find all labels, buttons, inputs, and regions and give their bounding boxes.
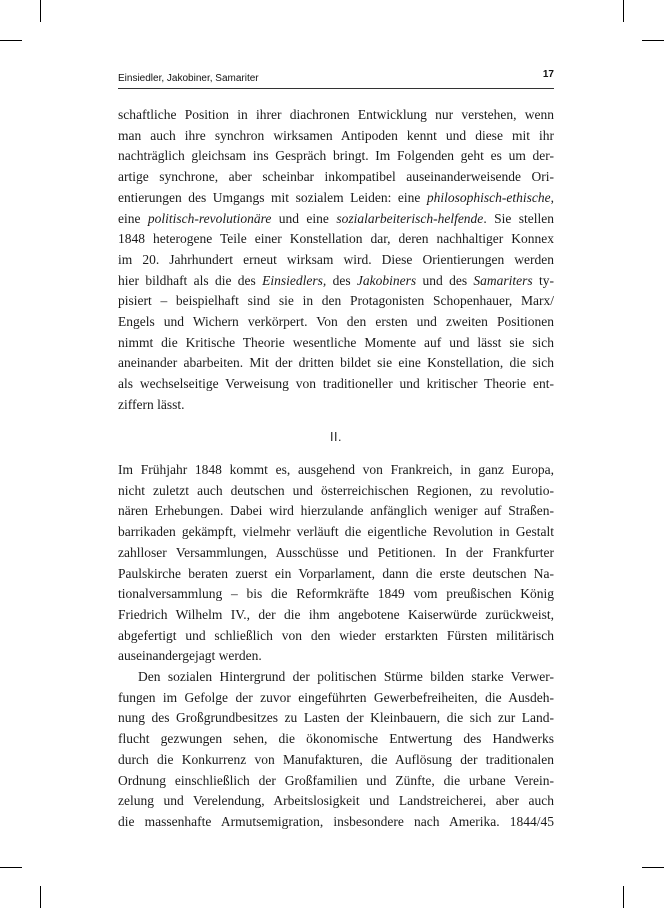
text-line: zelung und Verelendung, Arbeitslosigkeit und Landstreicherei, aber auch bbox=[118, 793, 554, 809]
crop-mark-top-left-vertical bbox=[40, 0, 41, 22]
text-line: als wechselseitige Verweisung von traditioneller und kritischer Theorie ent- bbox=[118, 376, 554, 392]
crop-mark-bottom-right-vertical bbox=[623, 886, 624, 908]
text-line: flucht gezwungen sehen, die ökonomische Entwertung des Handwerks bbox=[118, 731, 554, 747]
text-line: aneinander abarbeiten. Mit der dritten bildet sie eine Konstellation, die sich bbox=[118, 355, 554, 371]
text-line: Engels und Wichern verkörpert. Von den ersten und zweiten Positionen bbox=[118, 314, 554, 330]
text-line: die massenhafte Armutsemigration, insbesondere nach Amerika. 1844/45 bbox=[118, 813, 554, 829]
text-line: fungen im Gefolge der zuvor eingeführten Gewerbefreiheiten, die Ausdeh- bbox=[118, 689, 554, 705]
page-header bbox=[118, 71, 554, 87]
text-line: nung des Großgrundbesitzes zu Lasten der Kleinbauern, die sich zur Land- bbox=[118, 710, 554, 726]
paragraph bbox=[118, 460, 554, 667]
text-line: barrikaden gekämpft, vielmehr verläuft die eigentliche Revolution in Gestalt bbox=[118, 524, 554, 540]
text-line: 1848 heterogene Teile einer Konstellation dar, deren nachhaltiger Konnex bbox=[118, 231, 554, 247]
crop-mark-bottom-left-vertical bbox=[40, 886, 41, 908]
text-line: nimmt die Kritische Theorie wesentliche Momente auf und lässt sie sich bbox=[118, 334, 554, 350]
text-line: Paulskirche beraten zuerst ein Vorparlament, dann die erste deutschen Na- bbox=[118, 565, 554, 581]
text-line: tionalversammlung – bis die Reformkräfte 1849 vom preußischen König bbox=[118, 586, 554, 602]
text-line: man auch ihre synchron wirksamen Antipoden kennt und diese mit ihr bbox=[118, 127, 554, 143]
text-line: im 20. Jahrhundert erneut wirksam wird. Diese Orientierungen werden bbox=[118, 251, 554, 267]
paragraph-intro bbox=[118, 105, 554, 416]
page-number: 17 bbox=[542, 69, 554, 80]
text-line: nicht zuletzt auch deutschen und österreichischen Regionen, zu revolutio- bbox=[118, 482, 554, 498]
section-heading: II. bbox=[330, 430, 342, 444]
text-line: eine politisch-revolutionäre und eine sozialarbeiterisch-helfende. Sie stellen bbox=[118, 210, 554, 226]
text-line: nachträglich gleichsam ins Gespräch bringt. Im Folgenden geht es um der- bbox=[118, 148, 554, 164]
text-line: nären Erhebungen. Dabei wird hierzulande anfänglich weniger auf Straßen- bbox=[118, 503, 554, 519]
text-line: auseinandergejagt werden. bbox=[118, 648, 262, 664]
text-line: Friedrich Wilhelm IV., der die ihm angebotene Kaiserwürde zurückweist, bbox=[118, 606, 554, 622]
text-line: pisiert – beispielhaft sind sie in den Protagonisten Schopenhauer, Marx/ bbox=[118, 293, 554, 309]
text-line: artige synchrone, aber scheinbar inkompatibel auseinanderweisende Ori- bbox=[118, 169, 554, 185]
emphasis: Jakobiners bbox=[356, 272, 417, 288]
text-line: abgefertigt und schließlich von den wieder erstarkten Fürsten militärisch bbox=[118, 627, 554, 643]
paragraph bbox=[118, 667, 554, 833]
running-title: Einsiedler, Jakobiner, Samariter bbox=[118, 73, 259, 84]
text-line: ziffern lässt. bbox=[118, 396, 185, 412]
emphasis: politisch-revolutionäre bbox=[147, 210, 272, 226]
crop-mark-top-left-horizontal bbox=[0, 40, 22, 41]
text-line: Den sozialen Hintergrund der politischen Stürme bilden starke Verwer- bbox=[138, 669, 554, 685]
crop-mark-top-right-horizontal bbox=[642, 40, 664, 41]
emphasis: philosophisch-ethische bbox=[426, 189, 551, 205]
emphasis: sozialarbeiterisch-helfende bbox=[336, 210, 484, 226]
section-body bbox=[118, 460, 554, 833]
text-line: hier bildhaft als die des Einsiedlers, des Jakobiners und des Samariters ty- bbox=[118, 272, 554, 288]
emphasis: Einsiedlers, bbox=[262, 272, 327, 288]
text-line: durch die Konkurrenz von Manufakturen, die Auflösung der traditionalen bbox=[118, 751, 554, 767]
emphasis: Samariters bbox=[473, 272, 533, 288]
text-line: entierungen des Umgangs mit sozialem Leiden: eine philosophisch-ethische, bbox=[118, 189, 554, 205]
header-rule bbox=[118, 88, 554, 89]
text-line: Im Frühjahr 1848 kommt es, ausgehend von Frankreich, in ganz Europa, bbox=[118, 462, 554, 477]
text-line: Ordnung einschließlich der Großfamilien und Zünfte, die urbane Verein- bbox=[118, 772, 554, 788]
crop-mark-top-right-vertical bbox=[623, 0, 624, 22]
crop-mark-bottom-left-horizontal bbox=[0, 867, 22, 868]
text-line: zahlloser Versammlungen, Ausschüsse und Petitionen. In der Frankfurter bbox=[118, 544, 554, 560]
text-line: schaftliche Position in ihrer diachronen Entwicklung nur verstehen, wenn bbox=[118, 107, 554, 122]
crop-mark-bottom-right-horizontal bbox=[642, 867, 664, 868]
